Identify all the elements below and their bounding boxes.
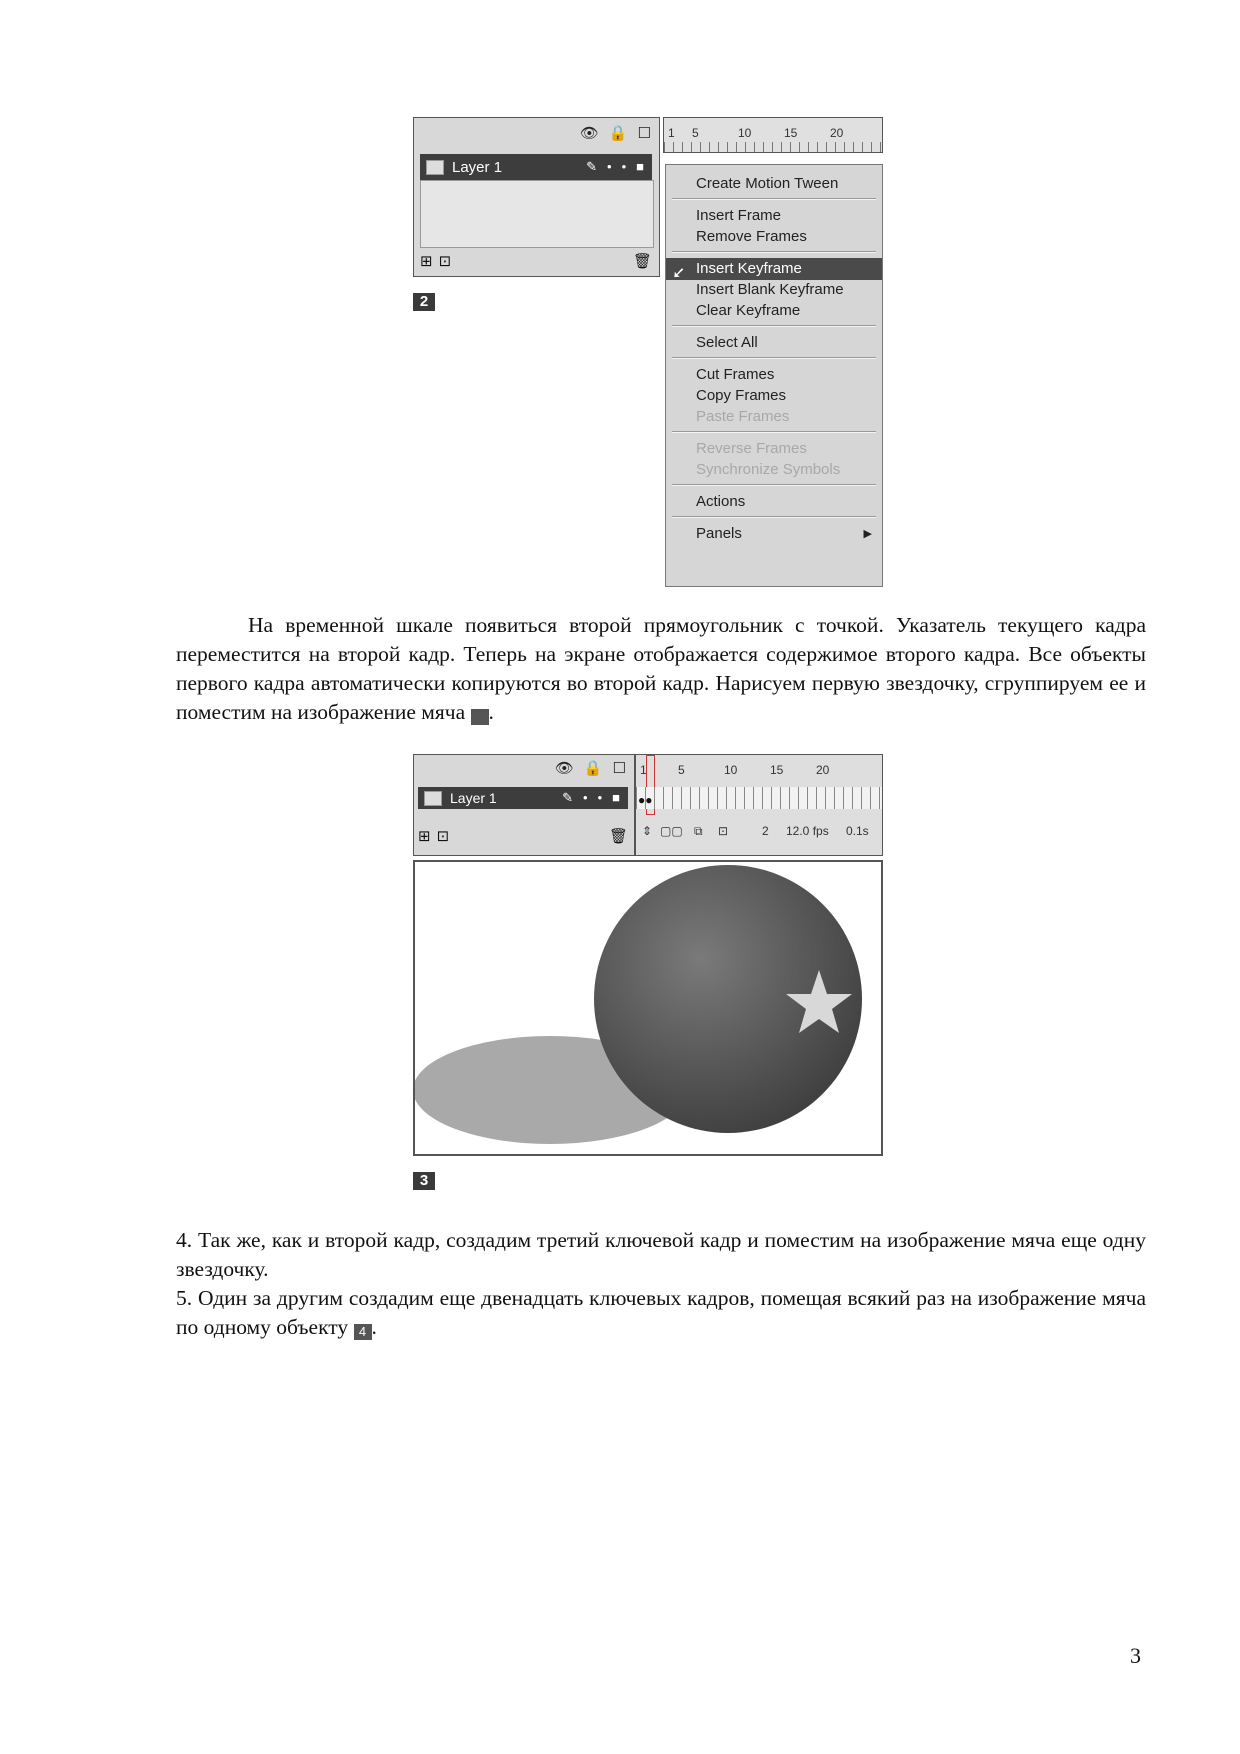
trash-icon[interactable]: 🗑 [632,252,652,270]
lock-dot-icon[interactable]: • [621,159,627,174]
menu-item-label: Insert Blank Keyframe [696,281,844,298]
menu-item-label: Create Motion Tween [696,175,839,192]
visible-dot-icon[interactable]: • [607,159,612,174]
visible-dot-icon[interactable]: • [583,790,588,805]
menu-separator [672,251,876,253]
paragraph-2-text: 4. Так же, как и второй кадр, создадим третий ключевой кадр и поместим на изображение мяча еще одну звездочку. [176,1228,1146,1281]
frame-ruler [663,117,883,153]
outline-icon[interactable]: ☐ [612,759,626,777]
figure-badge: 3 [413,1172,435,1190]
menu-item-label: Remove Frames [696,228,807,245]
menu-item-label: Actions [696,493,746,510]
menu-separator [672,325,876,327]
ruler-number: 1 [668,126,675,140]
menu-item-insert-frame[interactable] [666,205,882,227]
menu-item-label: Insert Keyframe [696,260,802,277]
layer-icon [426,160,444,175]
paragraph-3: 5. Один за другим создадим еще двенадцать ключевых кадров, помещая всякий раз на изображение мяча по одному объекту 4 . [176,1286,1146,1339]
center-frame-icon[interactable]: ⇕ [642,824,653,838]
paragraph-1: На временной шкале появиться второй прямоугольник с точкой. Указатель текущего кадра переместится на второй кадр. Теперь на экране отображается содержимое второго кадра. Все объекты первого кадра автоматически копируются во второй кадр. Нарисуем первую звездочку, сгруппируем ее и поместим на изображение мяча 3. [176,613,1146,724]
menu-separator [672,516,876,518]
menu-item-label: Paste Frames [696,408,790,425]
menu-separator [672,431,876,433]
menu-item-label: Clear Keyframe [696,302,801,319]
layer-row[interactable] [420,154,652,180]
timeline-status-bar [636,819,882,843]
keyframe-dot-icon: ●● [638,793,653,807]
frame-cells[interactable] [636,787,882,809]
menu-separator [672,357,876,359]
add-guide-layer-icon[interactable]: ⊡ [438,252,452,270]
ruler-number: 10 [738,126,752,140]
context-menu [665,164,883,587]
layer-icon [424,791,442,806]
menu-item-label: Select All [696,334,758,351]
outline-square-icon[interactable]: ■ [612,790,620,805]
menu-item-paste-frames[interactable] [666,406,882,428]
menu-item-label: Reverse Frames [696,440,807,457]
ruler-number: 1 [640,763,647,777]
frame-rate: 12.0 fps [786,824,829,838]
frame-ruler [635,754,883,856]
eye-icon[interactable]: 👁 [554,759,574,777]
menu-item-synchronize-symbols[interactable] [666,459,882,481]
menu-separator [672,198,876,200]
mouse-cursor-icon: ➚ [668,266,688,280]
ruler-number: 15 [784,126,798,140]
eye-icon[interactable]: 👁 [579,124,599,142]
add-guide-layer-icon[interactable]: ⊡ [436,827,450,845]
pencil-icon: ✎ [562,790,574,805]
figure-badge: 2 [413,293,435,311]
menu-item-clear-keyframe[interactable] [666,300,882,322]
current-frame: 2 [762,824,769,838]
ruler-number: 5 [692,126,699,140]
menu-item-label: Copy Frames [696,387,787,404]
menu-item-copy-frames[interactable] [666,385,882,407]
add-layer-icon[interactable]: ⊞ [420,252,433,270]
layer-name: Layer 1 [452,158,503,176]
paragraph-1-text: На временной шкале появиться второй прямоугольник с точкой. Указатель текущего кадра переместится на второй кадр. Теперь на экране отображается содержимое второго кадра. Все объекты первого кадра автоматически копируются во второй кадр. Нарисуем первую звездочку, сгруппируем ее и поместим на изображение мяча [176,613,1146,724]
menu-item-panels[interactable] [666,523,882,545]
layer-area [420,180,654,248]
ball-illustration [415,862,881,1154]
onion-skin-icon[interactable]: ▢▢ [660,824,683,838]
menu-item-insert-keyframe[interactable] [666,258,882,280]
figure-3-timeline-stage [413,754,883,1194]
elapsed-time: 0.1s [846,824,869,838]
add-layer-icon[interactable]: ⊞ [418,827,431,845]
figure-reference-badge: 4 [354,1324,372,1340]
layer-row[interactable] [418,787,628,809]
ruler-number: 10 [724,763,738,777]
lock-icon[interactable]: 🔒 [608,124,628,142]
trash-icon[interactable]: 🗑 [608,827,628,845]
menu-item-actions[interactable] [666,491,882,513]
menu-item-label: Synchronize Symbols [696,461,841,478]
menu-item-insert-blank-keyframe[interactable] [666,279,882,301]
layer-name: Layer 1 [450,790,497,806]
ruler-number: 20 [830,126,844,140]
menu-item-label: Cut Frames [696,366,775,383]
menu-item-reverse-frames[interactable] [666,438,882,460]
menu-item-cut-frames[interactable] [666,364,882,386]
timeline-layers-panel [413,117,660,277]
menu-item-create-motion-tween[interactable] [666,173,882,195]
menu-item-select-all[interactable] [666,332,882,354]
menu-item-label: Panels [696,525,742,542]
outline-square-icon[interactable]: ■ [636,159,644,174]
pencil-icon: ✎ [586,159,598,174]
lock-dot-icon[interactable]: • [597,790,603,805]
figure-2-timeline-context-menu [413,117,883,587]
edit-multiple-icon[interactable]: ⊡ [718,824,729,838]
page-number: 3 [1130,1643,1141,1668]
stage [413,860,883,1156]
ruler-number: 5 [678,763,685,777]
menu-separator [672,484,876,486]
ruler-number: 20 [816,763,830,777]
paragraph-2 [176,1226,1146,1342]
menu-item-label: Insert Frame [696,207,782,224]
lock-icon[interactable]: 🔒 [583,759,603,777]
figure-reference-badge: 3 [471,709,489,725]
outline-icon[interactable]: ☐ [637,124,651,142]
paragraph-3-text: 5. Один за другим создадим еще двенадцать ключевых кадров, помещая всякий раз на изображение мяча по одному объекту [176,1286,1146,1339]
timeline-layers-panel [413,754,635,856]
ruler-number: 15 [770,763,784,777]
menu-item-remove-frames[interactable] [666,226,882,248]
onion-outline-icon[interactable]: ⧉ [694,824,703,838]
submenu-arrow-icon: ▶ [863,528,872,540]
